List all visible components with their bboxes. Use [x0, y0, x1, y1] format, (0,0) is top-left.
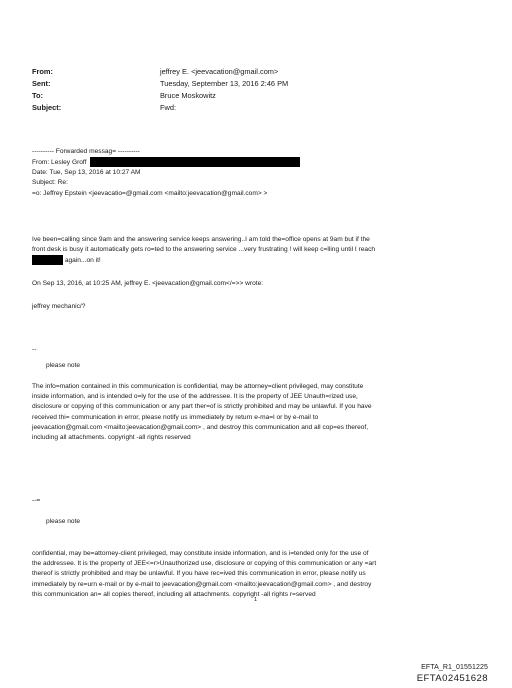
confidentiality-notice	[32, 382, 484, 443]
notice-line: jeevacation@gmail.com <mailto:jeevacation@gmail.com> , and destroy this communication and all cop=es thereof,	[32, 423, 369, 431]
from-value: jeffrey E. <jeevacation@gmail.com>	[160, 67, 279, 76]
to-value: Bruce Moskowitz	[160, 91, 216, 100]
message-line: again...on it!	[64, 257, 101, 265]
confidentiality-notice	[32, 549, 484, 600]
efta-id-small: EFTA_R1_01551225	[421, 664, 488, 671]
notice-line: disclosure or copying of this communication or any part ther=of is strictly prohibited and may be unlawful. If you have	[32, 403, 372, 411]
forward-from-line	[32, 157, 484, 168]
sent-value: Tuesday, September 13, 2016 2:46 PM	[160, 79, 289, 88]
notice-line: including all attachments. copyright -all rights reserved	[32, 434, 191, 442]
notice-line: immediately by re=urn e-mail or by e-mail to jeevacation@gmail.com <mailto:jeevacation@gmail.com> , and destroy	[32, 580, 372, 588]
notice-line: confidential, may be=attorney-client privileged, may constitute inside information, and is i=tended only for the use of	[32, 550, 369, 557]
to-label: To:	[32, 91, 43, 100]
message-line: front desk is busy it automatically gets ro=ted to the answering service ...very frustrating ! will keep c=lling until I reach	[32, 246, 376, 254]
signature-note: please note	[46, 518, 81, 525]
notice-line: this communication an= all copies thereof, including all attachments. copyright -all rights r=served	[32, 590, 316, 598]
notice-line: inside information, and is intended o=ly for the use of the addressee. It is the property of JEE Unauth=rized use,	[32, 393, 358, 401]
quote-body: jeffrey mechanic/?	[32, 303, 86, 310]
notice-line: The info=mation contained in this communication is confidential, may be attorney=client privileged, may constitute	[32, 383, 364, 390]
header-sent-row	[32, 78, 288, 90]
notice-line: received thi= communication in error, please notify us immediately by return e-ma=l or by e-mail to	[32, 413, 319, 421]
message-line: Ive been=calling since 9am and the answering service keeps answering..I am told the=office opens at 9am but if the	[32, 236, 370, 243]
header-from-row	[32, 66, 288, 78]
page-number: 1	[254, 597, 258, 603]
forward-subject: Subject: Re:	[32, 179, 68, 187]
message-line-with-redaction	[32, 255, 484, 266]
signature-dashes: --=	[32, 497, 41, 504]
header-to-row	[32, 90, 288, 102]
message-body	[32, 235, 484, 266]
subject-value: Fwd:	[160, 103, 177, 112]
signature-dashes: --	[32, 346, 37, 353]
subject-label: Subject:	[32, 103, 62, 112]
sent-label: Sent:	[32, 79, 51, 88]
header-subject-row	[32, 102, 288, 114]
from-label: From:	[32, 67, 53, 76]
forward-divider: ---------- Forwarded messag= ----------	[32, 148, 140, 155]
quote-attribution: On Sep 13, 2016, at 10:25 AM, jeffrey E. <jeevacation@gmail.com</=>> wrote:	[32, 280, 264, 287]
redaction-bar	[32, 255, 63, 265]
signature-note: please note	[46, 362, 81, 369]
notice-line: the addressee. It is the property of JEE<=r>Unauthorized use, disclosure or copying of this communication or any =art	[32, 560, 377, 568]
redaction-bar	[90, 157, 300, 167]
forward-date: Date: Tue, Sep 13, 2016 at 10:27 AM	[32, 169, 141, 177]
forwarded-block	[32, 147, 484, 199]
email-header	[32, 66, 288, 114]
efta-id-large: EFTA02451628	[416, 673, 488, 684]
forward-from: From: Lesley Groff	[32, 158, 87, 166]
notice-line: thereof is strictly prohibited and may be unlawful. If you have rec=ived this communication in error, please notify us	[32, 570, 366, 578]
forward-to: =o: Jeffrey Epstein <jeevacatio=@gmail.com <mailto:jeevacation@gmail.com> >	[32, 189, 268, 197]
